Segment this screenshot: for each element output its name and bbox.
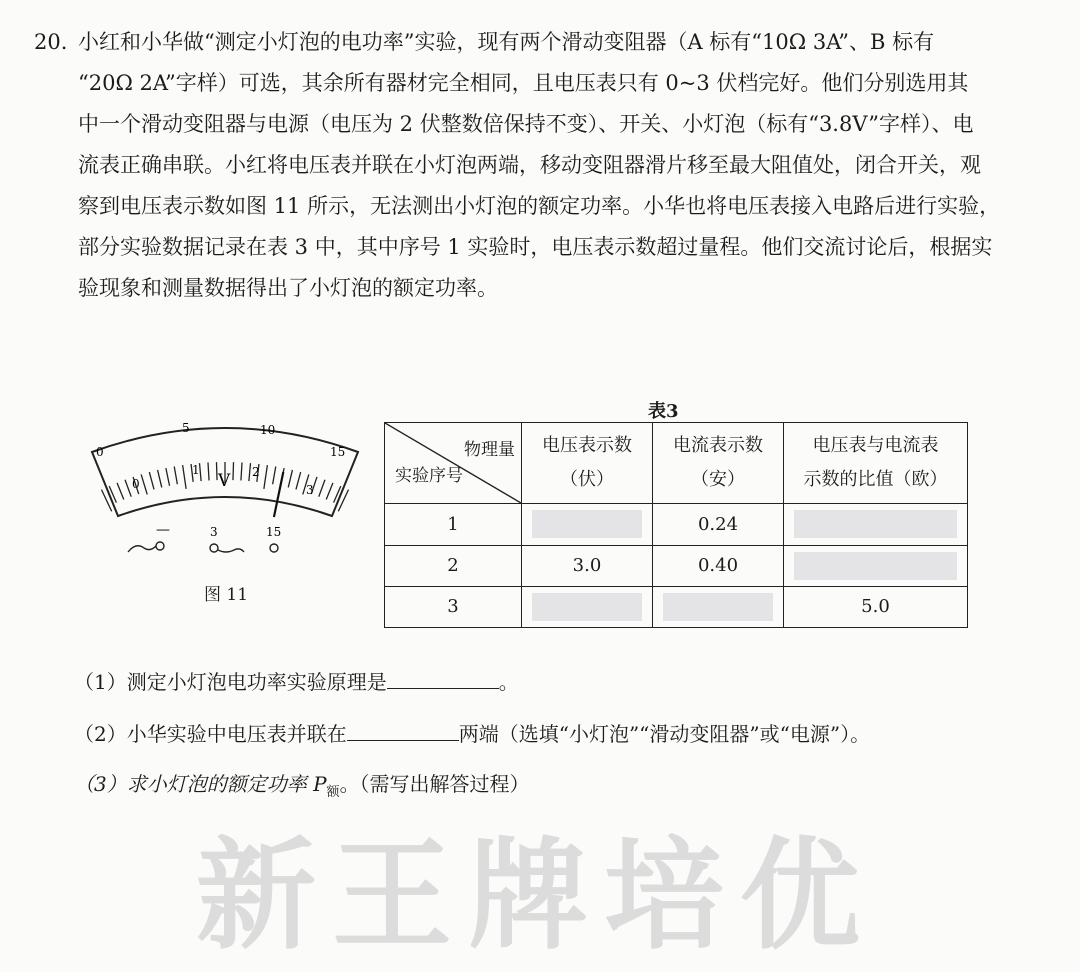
table-row	[385, 545, 968, 586]
table-row	[385, 586, 968, 627]
dial-tick	[141, 474, 147, 494]
question-line-7: 验现象和测量数据得出了小灯泡的额定功率。	[78, 276, 498, 300]
terminal-15-label: 15	[266, 525, 282, 539]
inner-scale-2: 2	[252, 465, 260, 479]
answer-blank-2[interactable]	[347, 720, 459, 741]
outer-scale-15: 15	[330, 445, 346, 459]
row-number: 1	[385, 504, 522, 545]
current-cell: 0.24	[653, 504, 784, 545]
row-number: 2	[385, 545, 522, 586]
question-line-5: 察到电压表示数如图 11 所示，无法测出小灯泡的额定功率。小华也将电压表接入电路后进行实验，	[78, 194, 1001, 218]
unit-symbol: V	[218, 471, 231, 491]
header-current: 电流表示数 （安）	[653, 423, 784, 504]
obscured-value	[794, 510, 957, 538]
dial-tick	[166, 468, 170, 486]
dial-tick	[338, 490, 348, 512]
header-ratio: 电压表与电流表 示数的比值（欧）	[784, 423, 968, 504]
table-header-row	[385, 423, 968, 504]
obscured-value	[532, 510, 642, 538]
question-line-2: “20Ω 2A”字样）可选，其余所有器材完全相同，且电压表只有 0~3 伏档完好。他们分别选用其	[78, 71, 969, 95]
question-line-1: 20. 小红和小华做“测定小灯泡的电功率”实验，现有两个滑动变阻器（A 标有“10Ω 3A”、B 标有	[34, 22, 1064, 63]
figure-caption: 图 11	[204, 585, 249, 605]
question-line-6: 部分实验数据记录在表 3 中，其中序号 1 实验时，电压表示数超过量程。他们交流讨论后，根据实	[78, 235, 993, 259]
question-line-4: 流表正确串联。小红将电压表并联在小灯泡两端，移动变阻器滑片移至最大阻值处，闭合开关，观	[78, 153, 981, 177]
table-row	[385, 504, 968, 545]
terminal-3-label: 3	[210, 525, 218, 539]
dial-tick	[125, 480, 131, 497]
voltage-cell	[522, 504, 653, 545]
inner-scale-0: 0	[132, 477, 140, 491]
subquestion-2: （2）小华实验中电压表并联在 两端（选填“小灯泡”“滑动变阻器”或“电源”）。	[74, 722, 871, 746]
voltage-cell: 3.0	[522, 545, 653, 586]
terminal-minus-label: —	[156, 522, 170, 538]
ratio-cell	[784, 545, 968, 586]
dial-tick	[117, 483, 124, 500]
outer-scale-0: 0	[96, 445, 104, 459]
dial-tick	[273, 466, 276, 484]
answer-blank-1[interactable]	[387, 668, 499, 689]
watermark: 新王牌培优	[196, 827, 876, 966]
voltage-cell	[522, 586, 653, 627]
dial-tick	[208, 462, 209, 480]
question-line-3: 中一个滑动变阻器与电源（电压为 2 伏整数倍保持不变）、开关、小灯泡（标有“3.8V”字样）、电	[78, 112, 974, 136]
table-corner-cell	[385, 423, 522, 504]
dial-tick	[109, 486, 116, 503]
outer-scale-10: 10	[260, 423, 276, 437]
dial-tick	[296, 472, 301, 489]
dial-tick	[158, 470, 162, 488]
ratio-cell: 5.0	[784, 586, 968, 627]
obscured-value	[794, 552, 957, 580]
dial-tick	[326, 483, 333, 500]
dial-tick	[174, 466, 177, 484]
row-number: 3	[385, 586, 522, 627]
obscured-value	[663, 593, 773, 621]
corner-bottom-label: 实验序号	[395, 466, 463, 487]
dial-tick	[101, 490, 111, 512]
dial-tick	[149, 472, 154, 489]
dial-tick	[288, 470, 292, 488]
voltmeter-dial	[84, 412, 366, 582]
inner-scale-1: 1	[192, 463, 200, 477]
obscured-value	[532, 593, 642, 621]
dial-tick	[319, 480, 325, 497]
needle	[274, 472, 283, 517]
dial-tick	[183, 465, 187, 489]
dial-tick	[241, 462, 242, 480]
current-cell: 0.40	[653, 545, 784, 586]
subquestion-3: （3）求小灯泡的额定功率 $P_额$。（需写出解答过程）	[74, 772, 530, 800]
dial-tick	[233, 462, 234, 480]
dial-tick	[216, 462, 217, 480]
question-paragraph	[34, 22, 1064, 309]
dial-tick	[249, 463, 251, 481]
header-voltage: 电压表示数 （伏）	[522, 423, 653, 504]
question-number: 20.	[34, 30, 68, 54]
outer-scale-5: 5	[182, 421, 190, 435]
dial-tick	[334, 486, 341, 503]
ratio-cell	[784, 504, 968, 545]
data-table	[384, 422, 968, 628]
dial-tick	[200, 463, 202, 481]
subquestion-1: （1）测定小灯泡电功率实验原理是 。	[74, 670, 519, 694]
inner-scale-3: 3	[306, 483, 314, 497]
current-cell	[653, 586, 784, 627]
dial-tick	[264, 465, 268, 489]
table-title: 表3	[648, 401, 679, 422]
corner-top-label: 物理量	[464, 440, 515, 461]
